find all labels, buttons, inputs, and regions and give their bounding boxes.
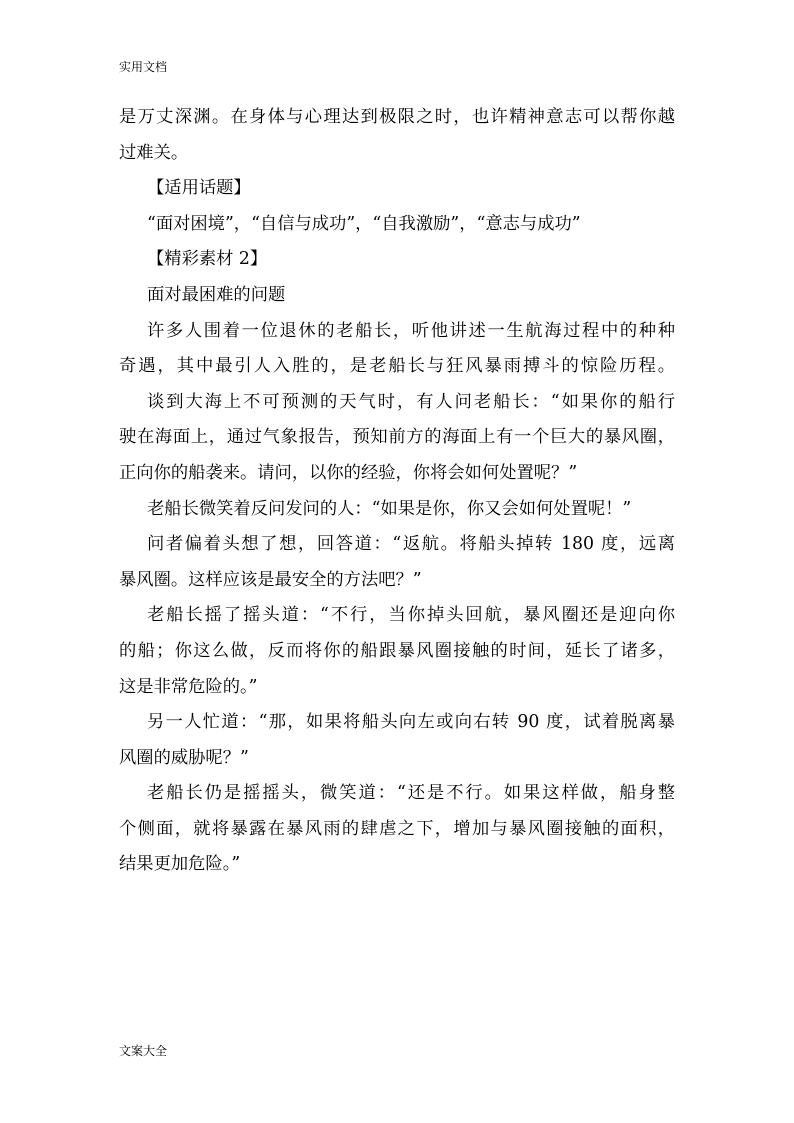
paragraph-line: 个侧面，就将暴露在暴风雨的肆虐之下，增加与暴风圈接触的面积， xyxy=(119,818,675,839)
paragraph-line: 谈到大海上不可预测的天气时，有人问老船长：“如果你的船行 xyxy=(147,391,675,412)
page-footer: 文案大全 xyxy=(119,1044,168,1058)
body-text xyxy=(119,100,675,883)
story-title: 面对最困难的问题 xyxy=(147,284,286,305)
paragraph-line: 是万丈深渊。在身体与心理达到极限之时，也许精神意志可以帮你越 xyxy=(119,107,675,127)
paragraph-line: 老船长微笑着反问发问的人：“如果是你，你又会如何处置呢！” xyxy=(147,498,632,519)
section-heading: 【精彩素材 2】 xyxy=(147,249,268,270)
paragraph-line: 另一人忙道：“那，如果将船头向左或向右转 90 度，试着脱离暴 xyxy=(147,712,675,733)
section-heading: 【适用话题】 xyxy=(147,178,251,199)
paragraph-line: 的船；你这么做，反而将你的船跟暴风圈接触的时间，延长了诸多， xyxy=(119,640,675,661)
paragraph-line: 过难关。 xyxy=(119,142,189,163)
paragraph-line: 问者偏着头想了想，回答道：“返航。将船头掉转 180 度，远离 xyxy=(147,534,675,555)
paragraph-line: 暴风圈。这样应该是最安全的方法吧？” xyxy=(119,569,422,590)
paragraph-line: 许多人围着一位退休的老船长，听他讲述一生航海过程中的种种 xyxy=(147,320,675,341)
paragraph-line: 奇遇，其中最引人入胜的，是老船长与狂风暴雨搏斗的惊险历程。 xyxy=(119,356,675,377)
page-header: 实用文档 xyxy=(119,60,168,74)
paragraph-line: 正向你的船袭来。请问，以你的经验，你将会如何处置呢？” xyxy=(119,462,578,483)
paragraph-line: 结果更加危险。” xyxy=(119,854,241,875)
paragraph-line: 老船长摇了摇头道：“不行，当你掉头回航，暴风圈还是迎向你 xyxy=(147,605,675,626)
paragraph-line: 这是非常危险的。” xyxy=(119,676,258,697)
paragraph-line: 风圈的威胁呢？” xyxy=(119,747,249,768)
topic-list: “面对困境”，“自信与成功”，“自我激励”，“意志与成功” xyxy=(147,213,581,234)
paragraph-line: 驶在海面上，通过气象报告，预知前方的海面上有一个巨大的暴风圈， xyxy=(119,427,675,448)
paragraph-line: 老船长仍是摇摇头，微笑道：“还是不行。如果这样做，船身整 xyxy=(147,783,675,804)
